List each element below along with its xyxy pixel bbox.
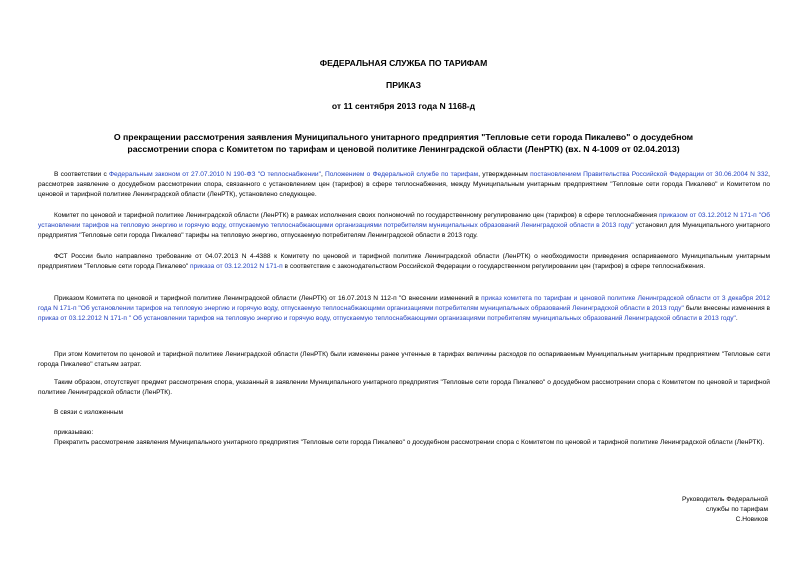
text: установил для Муниципального унитарного предприятия "Тепловые сети города Пикалево" тарифы на тепловую энергию, отпускаемую потребителям Ленинградской области в 2013 году. <box>38 222 771 239</box>
paragraph-3 <box>38 252 770 272</box>
order-label: приказываю: <box>54 429 94 436</box>
text: В связи с изложенным <box>54 409 123 416</box>
signature-name: С.Новиков <box>735 516 768 523</box>
text: Приказом Комитета по ценовой и тарифной политике Ленинградской области (ЛенРТК) от 16.07.2013 N 112-п "О внесении изменений в <box>54 295 482 302</box>
paragraph-1 <box>38 170 770 200</box>
paragraph-7 <box>38 408 770 418</box>
document-type: ПРИКАЗ <box>386 80 421 90</box>
document-title: О прекращении рассмотрения заявления Муниципального унитарного предприятия "Тепловые сети города Пикалево" о досудебном рассмотрении спора с Комитетом по тарифам и ценовой политике Ленинградской области (ЛенРТК) (вх. N 4-1009 от 02.04.2013) <box>113 132 694 154</box>
text: были внесены изменения в <box>683 305 770 312</box>
text: , рассмотрев заявление о досудебном рассмотрении спора, связанного с установлением цен (тарифов) в сфере теплоснабжения, между Муниципальным унитарным предприятием "Тепловые сети города Пикалево" и Комитетом по ценовой и тарифной политике Ленинградской области (ЛенРТК), установлено следующее. <box>38 171 771 198</box>
link-federal-law[interactable]: Федеральным законом от 27.07.2010 N 190-ФЗ "О теплоснабжении" <box>109 171 321 178</box>
paragraph-6 <box>38 378 770 398</box>
order-text: Прекратить рассмотрение заявления Муниципального унитарного предприятия "Тепловые сети города Пикалево" о досудебном рассмотрении спора с Комитетом по ценовой и тарифной политике Ленинградской области (ЛенРТК). <box>54 439 765 446</box>
paragraph-5 <box>38 350 770 370</box>
text: , <box>320 171 326 178</box>
signature-position: Руководитель Федеральной <box>682 496 768 503</box>
paragraph-4 <box>38 294 770 324</box>
paragraph-8 <box>38 428 770 448</box>
paragraph-2 <box>38 211 770 241</box>
text: В соответствии с <box>54 171 110 178</box>
text: При этом Комитетом по ценовой и тарифной политике Ленинградской области (ЛенРТК) были изменены ранее учтенные в тарифах величины расходов по оспариваемым Муниципальным унитарным предприятием "Тепловые сети города Пикалево" статьям затрат. <box>38 351 770 368</box>
text: в соответствие с законодательством Российской Федерации о государственном регулировании цен (тарифов) в сфере теплоснабжения. <box>282 263 706 270</box>
link-order-171p[interactable]: приказом от 03.12.2012 N 171-п "Об установлении тарифов на тепловую энергию и горячую воду, отпускаемую теплоснабжающими организациями потребителям муниципальных образований Ленинградской области в 2013 году" <box>38 212 770 229</box>
link-government-resolution[interactable]: постановлением Правительства Российской Федерации от 30.06.2004 N 332 <box>530 171 769 178</box>
link-order-171p-amended[interactable]: приказ от 03.12.2012 N 171-п " Об установлении тарифов на тепловую энергию и горячую воду, отпускаемую теплоснабжающими организациями потребителям муниципальных образований Ленинградской области в 2013 году" <box>38 315 736 322</box>
text: ФСТ России было направлено требование от 04.07.2013 N 4-4388 к Комитету по ценовой и тарифной политике Ленинградской области (ЛенРТК) о необходимости приведения оспариваемого Муниципальным унитарным предприятием "Тепловые сети города Пикалево" <box>38 253 770 270</box>
text: Таким образом, отсутствует предмет рассмотрения спора, указанный в заявлении Муниципального унитарного предприятия "Тепловые сети города Пикалево" о досудебном рассмотрении спора с Комитетом по ценовой и тарифной политике Ленинградской области (ЛенРТК). <box>38 379 770 396</box>
signature-organization: службы по тарифам <box>705 506 768 513</box>
link-order-171p-short[interactable]: приказа от 03.12.2012 N 171-п <box>190 263 283 270</box>
text: . <box>735 315 738 322</box>
link-fst-regulation[interactable]: Положением о Федеральной службе по тарифам <box>325 171 479 178</box>
signature-block <box>682 495 768 525</box>
text: , утвержденным <box>478 171 531 178</box>
link-committee-order[interactable]: приказ комитета по тарифам и ценовой политике Ленинградской области от 3 декабря 2012 года N 171-п "Об установлении тарифов на тепловую энергию и горячую воду, отпускаемую теплоснабжающими организациями потребителям муниципальных образований Ленинградской области в 2013 году" <box>38 295 770 312</box>
text: Комитет по ценовой и тарифной политике Ленинградской области (ЛенРТК) в рамках исполнения своих полномочий по государственному регулированию цен (тарифов) в сфере теплоснабжения <box>54 212 659 219</box>
agency-name: ФЕДЕРАЛЬНАЯ СЛУЖБА ПО ТАРИФАМ <box>319 58 488 68</box>
document-date-number: от 11 сентября 2013 года N 1168-д <box>331 101 476 111</box>
